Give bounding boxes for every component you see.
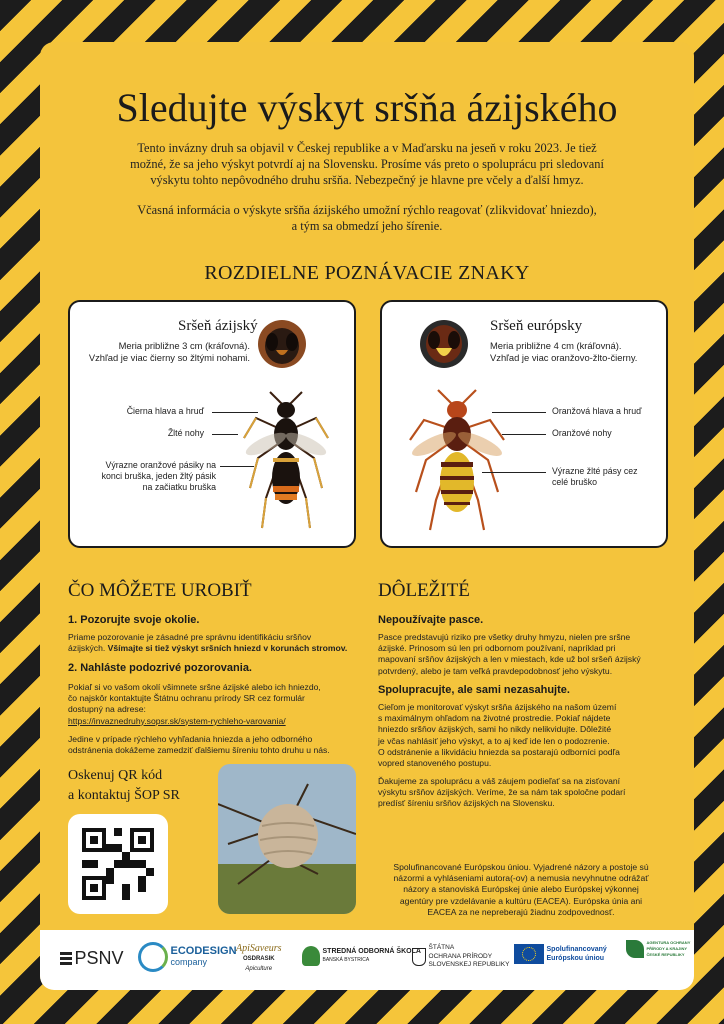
important-title: DÔLEŽITÉ — [378, 580, 470, 601]
what-title: ČO MÔŽETE UROBIŤ — [68, 580, 252, 601]
pointer-line — [492, 412, 546, 413]
asian-label-head: Čierna hlava a hruď — [126, 406, 204, 416]
asian-label-abdomen: Výrazne oranžové pásiky na konci bruška, jeden žltý pásik na začiatku bruška — [101, 460, 216, 492]
qr-code-box[interactable] — [68, 814, 168, 914]
section-title: ROZDIELNE POZNÁVACIE ZNAKY — [204, 262, 530, 284]
european-hornet-desc: Meria približne 4 cm (kráľovná). Vzhľad je viac oranžovo-žlto-čierny. — [490, 340, 638, 363]
asian-hornet-head-photo — [258, 320, 306, 368]
hornet-nest-photo — [218, 764, 356, 914]
ecodesign-swirl-icon — [138, 942, 168, 972]
important-cooperate-text: Cieľom je monitorovať výskyt sršňa ázijského na našom území s maximálnym ohľadom na životné prostredie. Pokiaľ nájdete hniezdo sršňov ázijských, sami ho nikdy nelikvidujte. Dôležité je včas nahlásiť jeho výskyt, a to aj keď ide len o podozrenie. O odstránenie a likvidáciu hniezda sa postarajú odborníci podľa vopred stanoveného postupu. — [378, 702, 620, 769]
intro-text: Tento invázny druh sa objavil v Českej republike a v Maďarsku na jeseň v roku 2023. Je tiež možné, že sa jeho výskyt potvrdí aj na Slovensku. Prosíme vás preto o spoluprácu pri sledovaní výskytu tohto nepôvodného druhu sršňa. Nebezpečný je hlavne pre včely a ďalší hmyz. — [130, 141, 604, 187]
psnv-bars-icon — [60, 952, 72, 966]
sos-logo: STREDNÁ ODBORNÁ ŠKOLA BANSKÁ BYSTRICA — [302, 946, 421, 966]
partner-logos-bar — [40, 930, 694, 990]
what-step-2: 2. Nahláste podozrivé pozorovania. — [68, 662, 252, 674]
leaf-icon — [626, 940, 644, 958]
crest-icon — [412, 948, 426, 966]
pointer-line — [212, 434, 238, 435]
eu-flag-logo: Spolufinancovaný Európskou úniou — [514, 944, 607, 964]
important-cooperate: Spolupracujte, ale sami nezasahujte. — [378, 684, 570, 696]
pointer-line — [502, 434, 546, 435]
european-label-abdomen: Výrazne žlté pásy cez celé bruško — [552, 466, 638, 487]
european-hornet-illustration — [402, 388, 512, 538]
poster — [40, 42, 694, 990]
important-no-traps: Nepoužívajte pasce. — [378, 614, 484, 626]
asian-hornet-name: Sršeň ázijský — [178, 318, 258, 334]
european-label-head: Oranžová hlava a hruď — [552, 406, 642, 416]
asian-hornet-card — [68, 300, 356, 548]
eu-disclaimer: Spolufinancované Európskou úniou. Vyjadrené názory a postoje sú názormi a vyhláseniami autora(-ov) a nemusia nevyhnutne odrážať názory a stanoviská Európskej únie alebo Európskej výkonnej agentúry pre vzdelávanie a kultúru (EACEA). Európska únia ani EACEA za ne nepreberajú žiadnu zodpovednosť. — [393, 862, 649, 917]
what-step-2-text: Pokiaľ si vo vašom okolí všimnete sršne ázijské alebo ich hniezdo, čo najskôr kontaktujte Štátnu ochranu prírody SR cez formulár dostupný na adrese: https://invaznedruhy.sopsr.sk/system-rychleho-varovania/ — [68, 682, 368, 727]
sop-sr-logo: ŠTÁTNA OCHRANA PRÍRODY SLOVENSKEJ REPUBLIKY — [412, 944, 509, 970]
european-hornet-name: Sršeň európsky — [490, 318, 583, 334]
qr-code-icon — [82, 828, 154, 900]
aopk-logo: AGENTURA OCHRANY PŘÍRODY A KRAJINY ČESKÉ REPUBLIKY — [626, 940, 690, 958]
qr-title: Oskenuj QR kód a kontaktuj ŠOP SR — [68, 768, 180, 803]
page-title: Sledujte výskyt sršňa ázijského — [116, 85, 618, 130]
important-no-traps-text: Pasce predstavujú riziko pre všetky druhy hmyzu, nielen pre sršne ázijské. Prinosom sú len pri odbornom používaní, napríklad pri mapovaní sršňov ázijských a len v miestach, kde už bol sršeň ázijský potvrdený, alebo je tam veľká pravdepodobnosť jeho výskytu. — [378, 632, 641, 676]
european-hornet-card — [380, 300, 668, 548]
asian-label-legs: Žlté nohy — [167, 428, 204, 438]
what-step-1-text: Priame pozorovanie je zásadné pre správnu identifikáciu sršňov ázijských. Všímajte si tiež výskyt sršních hniezd v korunách stromov. — [68, 632, 348, 654]
eu-flag-icon — [514, 944, 544, 964]
pointer-line — [482, 472, 546, 473]
report-form-link[interactable]: https://invaznedruhy.sopsr.sk/system-rychleho-varovania/ — [68, 715, 286, 726]
apisaveurs-logo: ApiSaveurs OSDRASIK Apiculture — [236, 943, 282, 972]
european-hornet-head-photo — [420, 320, 468, 368]
asian-hornet-illustration — [236, 388, 336, 538]
intro-text-2: Včasná informácia o výskyte sršňa ázijského umožní rýchlo reagovať (zlikvidovať hniezdo), a tým sa obmedzí jeho šírenie. — [137, 203, 597, 233]
tree-icon — [302, 946, 320, 966]
asian-hornet-desc: Meria približne 3 cm (kráľovná). Vzhľad je viac čierny so žltými nohami. — [88, 340, 250, 363]
thanks-text: Ďakujeme za spoluprácu a váš záujem podieľať sa na zisťovaní výskytu sršňov ázijských. Veríme, že sa nám tak spoločne podarí predísť šíreniu sršňov ázijských na Slovensku. — [378, 776, 626, 809]
what-step-3-text: Jedine v prípade rýchleho vyhľadania hniezda a jeho odborného odstránenia dokážeme zamedziť ďalšiemu šíreniu tohto druhu u nás. — [68, 734, 330, 756]
european-label-legs: Oranžové nohy — [552, 428, 612, 438]
psnv-logo: PSNV — [60, 948, 124, 969]
ecodesign-logo: ECODESIGN company — [138, 942, 237, 972]
what-step-1: 1. Pozorujte svoje okolie. — [68, 614, 200, 626]
